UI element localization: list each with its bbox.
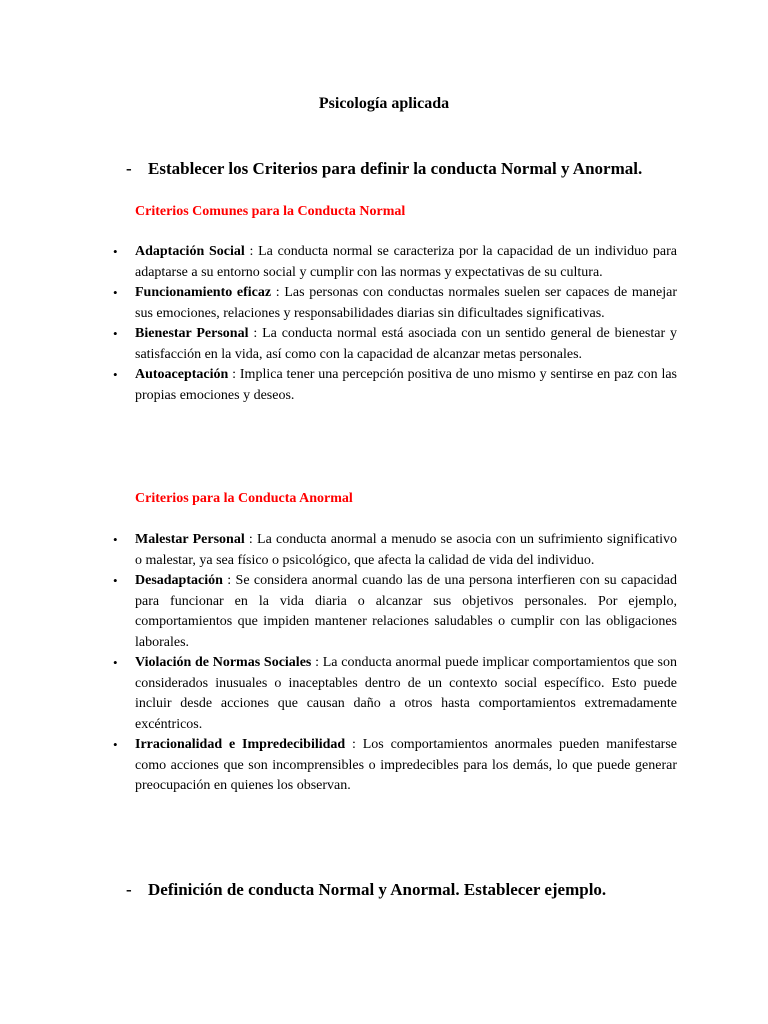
bullet-icon: • — [113, 573, 118, 588]
criteria-abnormal-list — [113, 530, 677, 797]
bullet-icon: • — [113, 326, 118, 341]
criterion-description: : Los comportamientos anormales pueden manifestarse como acciones que son incomprensibles o impredecibles para los demás, lo que puede generar preocupación en quienes los observan. — [135, 737, 677, 793]
list-item — [113, 283, 677, 324]
criteria-normal-list — [113, 242, 677, 406]
list-item — [113, 242, 677, 283]
heading-text: Establecer los Criterios para definir la conducta Normal y Anormal. — [148, 159, 643, 178]
list-item — [113, 571, 677, 653]
bullet-icon: • — [113, 367, 118, 382]
heading-criteria — [126, 157, 686, 181]
bullet-icon: • — [113, 655, 118, 670]
section-title-abnormal: Criterios para la Conducta Anormal — [135, 491, 353, 506]
criterion-description: : Las personas con conductas normales suelen ser capaces de manejar sus emociones, relaciones y responsabilidades diarias sin dificultades significativas. — [135, 285, 677, 321]
bullet-icon: • — [113, 532, 118, 547]
criterion-term: Desadaptación — [135, 573, 223, 588]
criterion-term: Violación de Normas Sociales — [135, 655, 312, 670]
criterion-term: Autoaceptación — [135, 367, 229, 382]
heading-dash: - — [126, 159, 132, 178]
criterion-term: Irracionalidad e Impredecibilidad — [135, 737, 346, 752]
criterion-term: Bienestar Personal — [135, 326, 249, 341]
bullet-icon: • — [113, 285, 118, 300]
criterion-term: Adaptación Social — [135, 244, 245, 259]
list-item — [113, 735, 677, 797]
criterion-description: : Se considera anormal cuando las de una persona interfieren con su capacidad para funcionar en la vida diaria o alcanzar sus objetivos personales. Por ejemplo, comportamientos que impiden mantener relaciones saludables o cumplir con las obligaciones laborales. — [135, 573, 677, 650]
list-item — [113, 365, 677, 406]
list-item — [113, 324, 677, 365]
criterion-term: Malestar Personal — [135, 532, 245, 547]
bullet-icon: • — [113, 244, 118, 259]
criterion-term: Funcionamiento eficaz — [135, 285, 272, 300]
list-item — [113, 653, 677, 735]
heading-definition — [126, 878, 686, 902]
criterion-description: : Implica tener una percepción positiva de uno mismo y sentirse en paz con las propias emociones y deseos. — [135, 367, 677, 403]
criterion-description: : La conducta anormal a menudo se asocia con un sufrimiento significativo o malestar, ya sea físico o psicológico, que afecta la calidad de vida del individuo. — [135, 532, 677, 568]
criterion-description: : La conducta anormal puede implicar comportamientos que son considerados inusuales o inaceptables dentro de un contexto social específico. Esto puede incluir desde acciones que causan daño a otros hasta comportamientos extremadamente excéntricos. — [135, 655, 677, 732]
heading-text: Definición de conducta Normal y Anormal. Establecer ejemplo. — [148, 880, 607, 899]
criterion-description: : La conducta normal se caracteriza por la capacidad de un individuo para adaptarse a su entorno social y cumplir con las normas y expectativas de su cultura. — [135, 244, 677, 280]
heading-dash: - — [126, 880, 132, 899]
section-title-normal: Criterios Comunes para la Conducta Normal — [135, 204, 406, 219]
bullet-icon: • — [113, 737, 118, 752]
criterion-description: : La conducta normal está asociada con un sentido general de bienestar y satisfacción en la vida, así como con la capacidad de alcanzar metas personales. — [135, 326, 677, 362]
list-item — [113, 530, 677, 571]
document-title: Psicología aplicada — [318, 95, 450, 112]
